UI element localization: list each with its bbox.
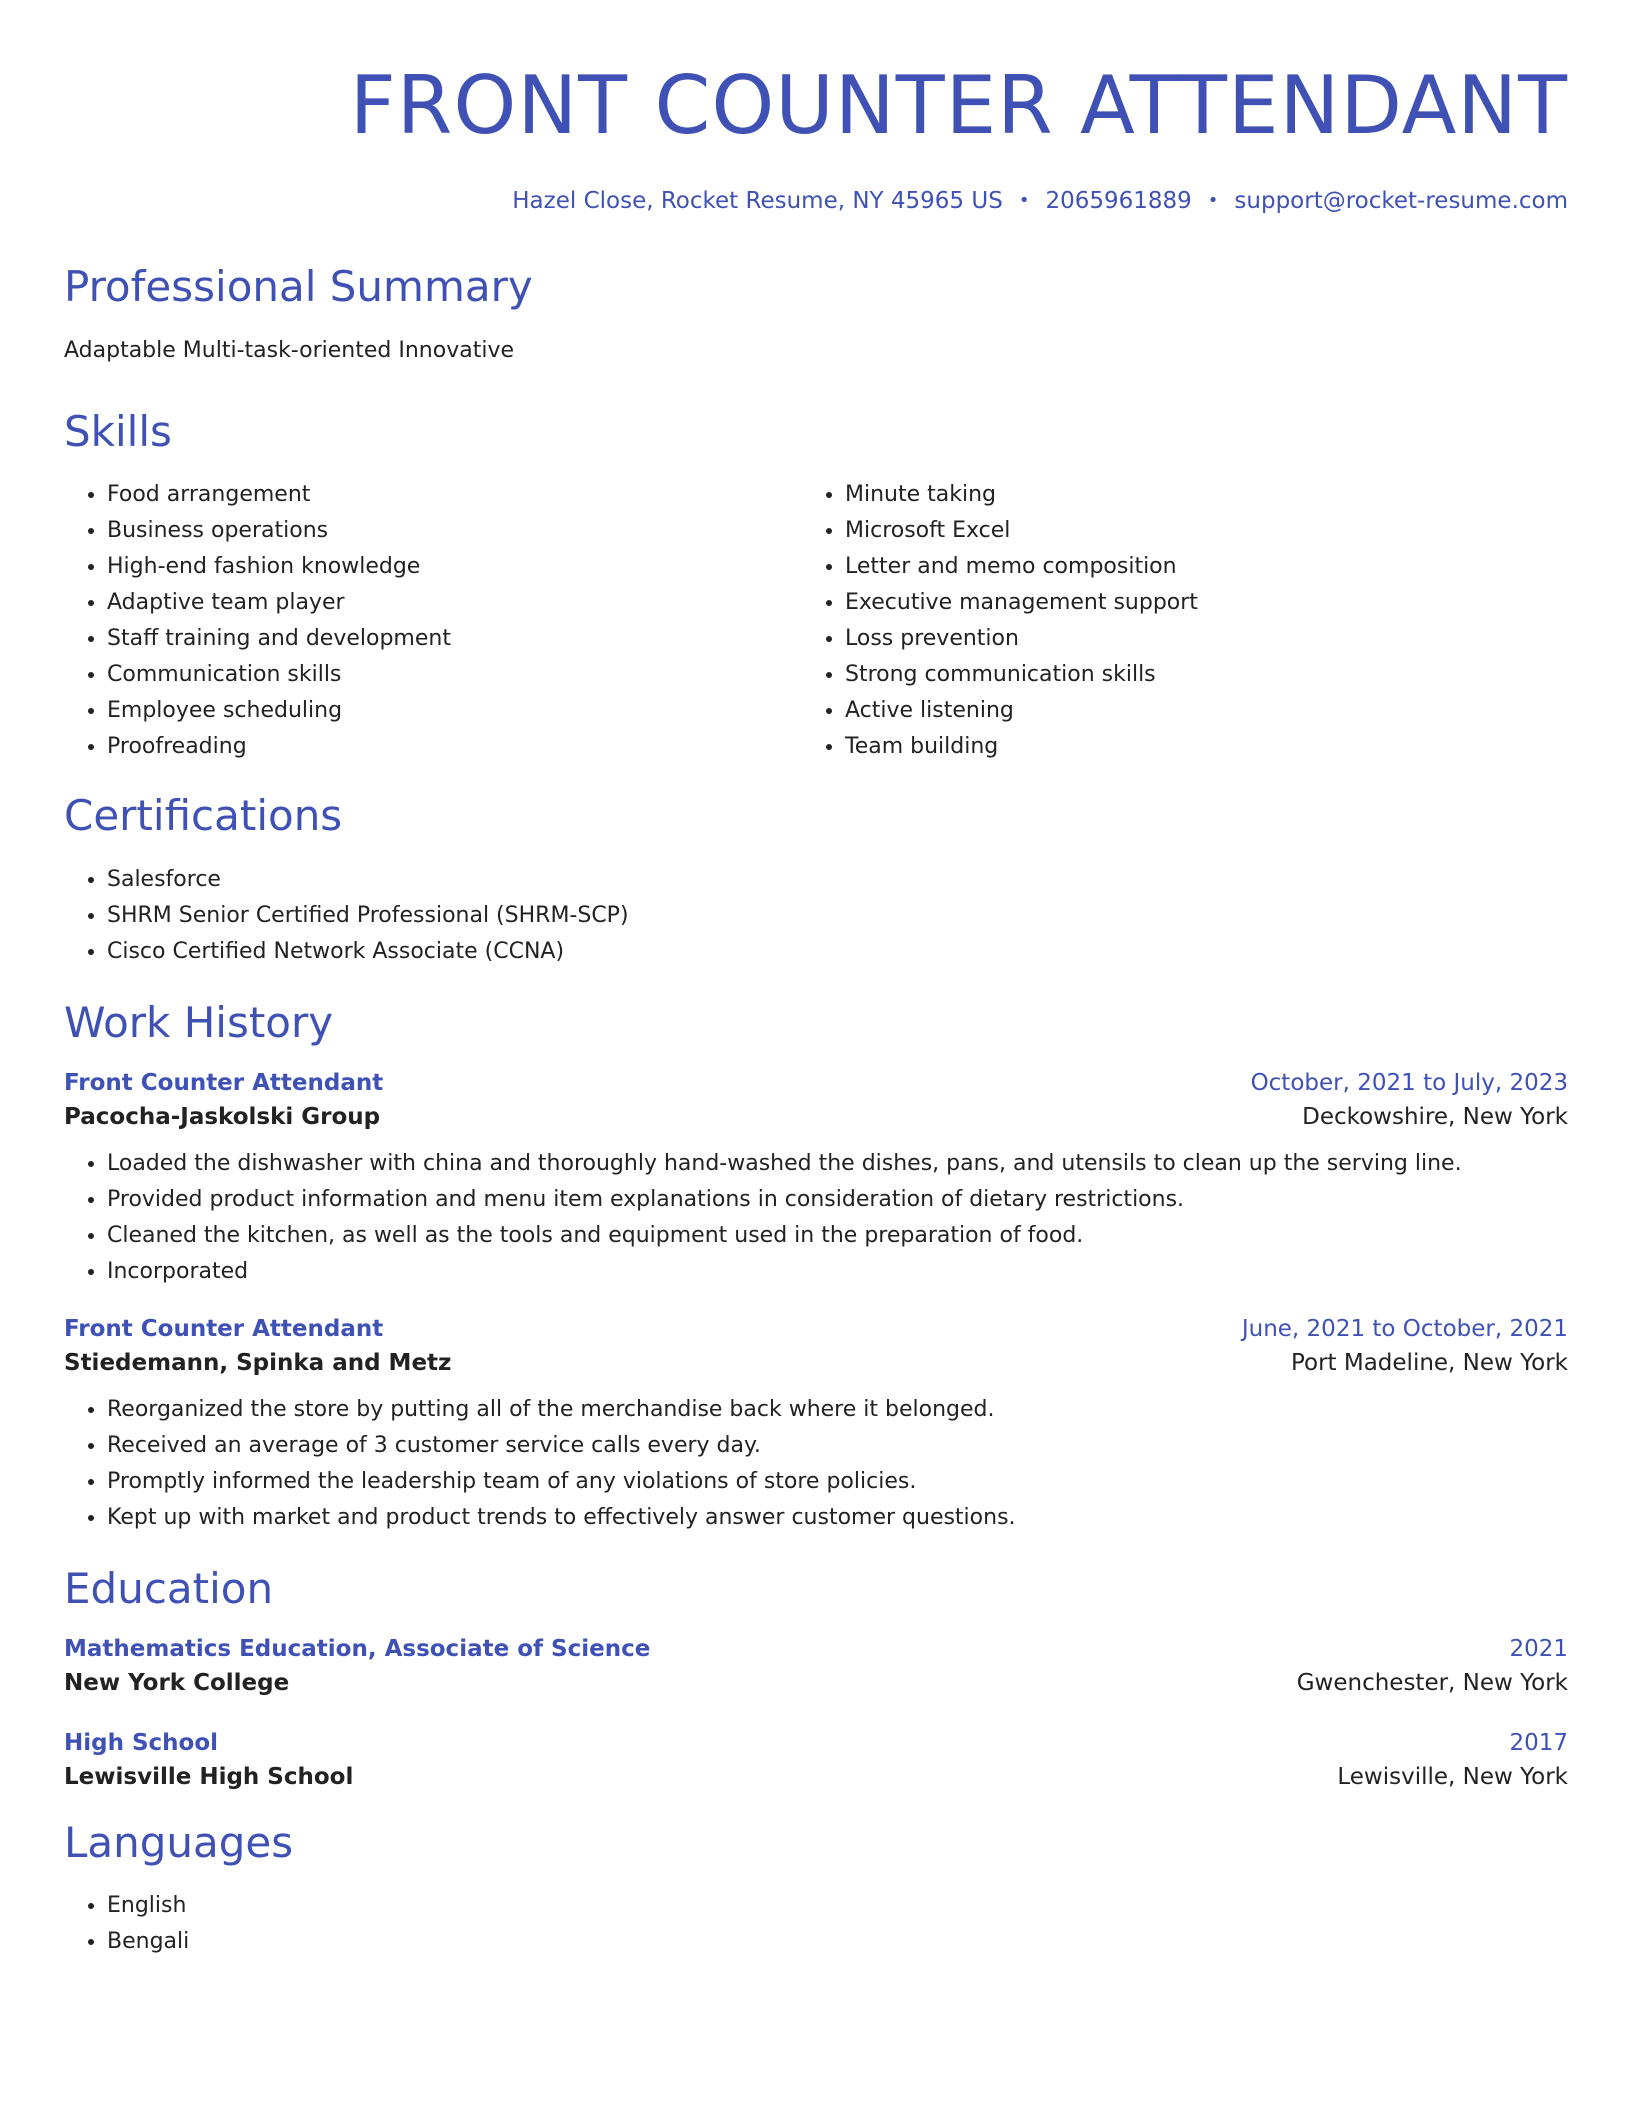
job-bullet: • Provided product information and menu item explanations in consideration of dietary restrictions.	[107, 1182, 1568, 1218]
skill-item: • Microsoft Excel	[845, 513, 1540, 549]
contact-separator: •	[1207, 190, 1219, 211]
skill-item: • High-end fashion knowledge	[107, 549, 802, 585]
skill-item: • Business operations	[107, 513, 802, 549]
skill-item: • Executive management support	[845, 585, 1540, 621]
skill-item: • Loss prevention	[845, 621, 1540, 657]
job-entry	[64, 1316, 1568, 1536]
skills-section	[64, 409, 1568, 765]
contact-separator: •	[1018, 190, 1030, 211]
skills-grid	[64, 477, 1568, 765]
skill-item: • Staff training and development	[107, 621, 802, 657]
skill-item: • Proofreading	[107, 729, 802, 765]
job-bullet: • Incorporated	[107, 1254, 1568, 1290]
school-name: New York College	[64, 1669, 290, 1696]
skill-item: • Letter and memo composition	[845, 549, 1540, 585]
skill-item: • Strong communication skills	[845, 657, 1540, 693]
job-title: Front Counter Attendant	[64, 1069, 384, 1096]
contact-phone: 2065961889	[1045, 188, 1192, 214]
summary-section	[64, 264, 1568, 363]
skills-column-left	[64, 477, 802, 765]
job-bullet: • Cleaned the kitchen, as well as the tools and equipment used in the preparation of food.	[107, 1218, 1568, 1254]
language-item: • Bengali	[107, 1924, 1568, 1960]
job-bullet: • Received an average of 3 customer service calls every day.	[107, 1428, 1568, 1464]
job-company: Pacocha-Jaskolski Group	[64, 1103, 381, 1130]
job-bullet: • Kept up with market and product trends to effectively answer customer questions.	[107, 1500, 1568, 1536]
certification-item: • Salesforce	[107, 862, 1568, 898]
degree-year: 2017	[1509, 1729, 1568, 1756]
work-history-section	[64, 997, 1568, 1536]
contact-email: support@rocket-resume.com	[1234, 188, 1568, 214]
education-heading: Education	[64, 1563, 274, 1613]
certification-item: • SHRM Senior Certified Professional (SHRM-SCP)	[107, 898, 1568, 934]
job-location: Port Madeline, New York	[1290, 1349, 1568, 1376]
contact-line	[64, 188, 1568, 214]
job-dates: June, 2021 to October, 2021	[1241, 1315, 1568, 1342]
work-history-heading: Work History	[64, 997, 334, 1047]
degree-title: Mathematics Education, Associate of Science	[64, 1635, 651, 1662]
skill-item: • Team building	[845, 729, 1540, 765]
summary-text: Adaptable Multi-task-oriented Innovative	[64, 338, 515, 364]
job-bullet: • Loaded the dishwasher with china and thoroughly hand-washed the dishes, pans, and utensils to clean up the serving line.	[107, 1146, 1568, 1182]
education-entry	[64, 1636, 1568, 1696]
skill-item: • Minute taking	[845, 477, 1540, 513]
degree-title: High School	[64, 1729, 219, 1756]
job-title: Front Counter Attendant	[64, 1315, 384, 1342]
job-bullet: • Reorganized the store by putting all of the merchandise back where it belonged.	[107, 1392, 1568, 1428]
languages-section	[64, 1817, 1568, 1960]
skill-item: • Food arrangement	[107, 477, 802, 513]
school-name: Lewisville High School	[64, 1763, 354, 1790]
candidate-name: FRONT COUNTER ATTENDANT	[349, 59, 1568, 152]
education-section	[64, 1563, 1568, 1790]
job-company: Stiedemann, Spinka and Metz	[64, 1349, 452, 1376]
certification-item: • Cisco Certified Network Associate (CCNA)	[107, 934, 1568, 970]
degree-year: 2021	[1509, 1635, 1568, 1662]
skill-item: • Active listening	[845, 693, 1540, 729]
school-location: Lewisville, New York	[1337, 1763, 1568, 1790]
school-location: Gwenchester, New York	[1296, 1669, 1568, 1696]
skills-heading: Skills	[64, 407, 172, 457]
job-location: Deckowshire, New York	[1302, 1103, 1568, 1130]
contact-address: Hazel Close, Rocket Resume, NY 45965 US	[512, 188, 1003, 214]
summary-heading: Professional Summary	[64, 262, 533, 311]
skill-item: • Adaptive team player	[107, 585, 802, 621]
job-dates: October, 2021 to July, 2023	[1250, 1069, 1568, 1096]
languages-heading: Languages	[64, 1817, 294, 1867]
education-entry	[64, 1730, 1568, 1790]
skill-item: • Employee scheduling	[107, 693, 802, 729]
certifications-section	[64, 793, 1568, 969]
job-entry	[64, 1070, 1568, 1290]
language-item: • English	[107, 1888, 1568, 1924]
skills-column-right	[802, 477, 1540, 765]
job-bullet: • Promptly informed the leadership team of any violations of store policies.	[107, 1464, 1568, 1500]
certifications-heading: Certifications	[64, 791, 343, 841]
skill-item: • Communication skills	[107, 657, 802, 693]
